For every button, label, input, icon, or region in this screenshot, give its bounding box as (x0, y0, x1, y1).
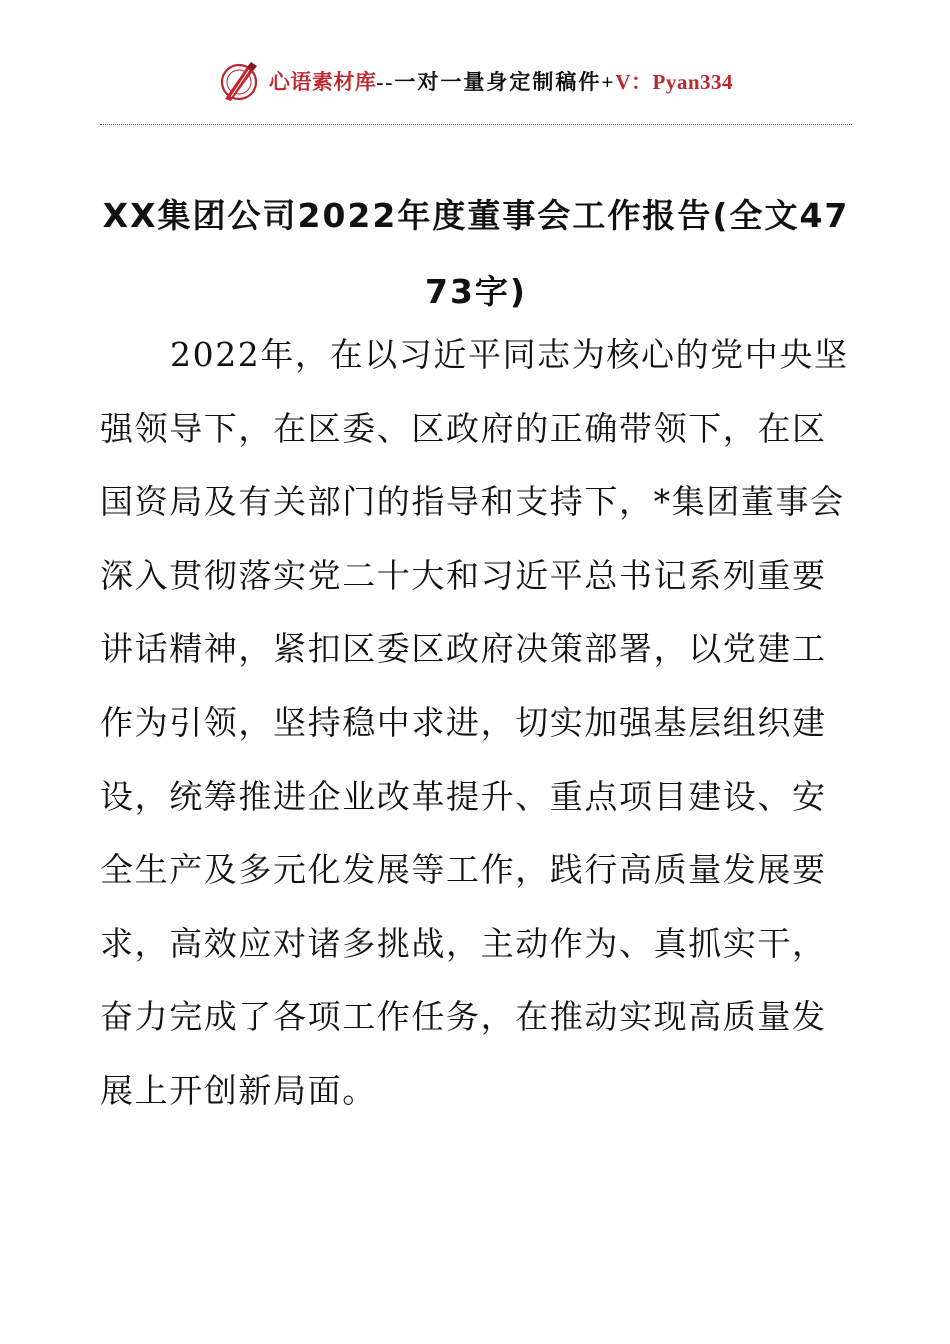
header-divider (100, 124, 852, 125)
page-header (0, 58, 950, 104)
header-contact: V：Pyan334 (615, 70, 734, 94)
body-paragraph: 2022年，在以习近平同志为核心的党中央坚强领导下，在区委、区政府的正确带领下，在区国资局及有关部门的指导和支持下，*集团董事会深入贯彻落实党二十大和习近平总书记系列重要讲话精神，紧扣区委区政府决策部署，以党建工作为引领，坚持稳中求进，切实加强基层组织建设，统筹推进企业改革提升、重点项目建设、安全生产及多元化发展等工作，践行高质量发展要求，高效应对诸多挑战，主动作为、真抓实干，奋力完成了各项工作任务，在推动实现高质量发展上开创新局面。 (100, 335, 849, 1110)
header-text (269, 66, 733, 96)
header-slogan: --一对一量身定制稿件+ (376, 70, 616, 94)
pen-nib-logo-icon (217, 59, 261, 103)
brand-name: 心语素材库 (268, 70, 377, 94)
document-title: XX集团公司2022年度董事会工作报告(全文4773字) (102, 196, 850, 311)
